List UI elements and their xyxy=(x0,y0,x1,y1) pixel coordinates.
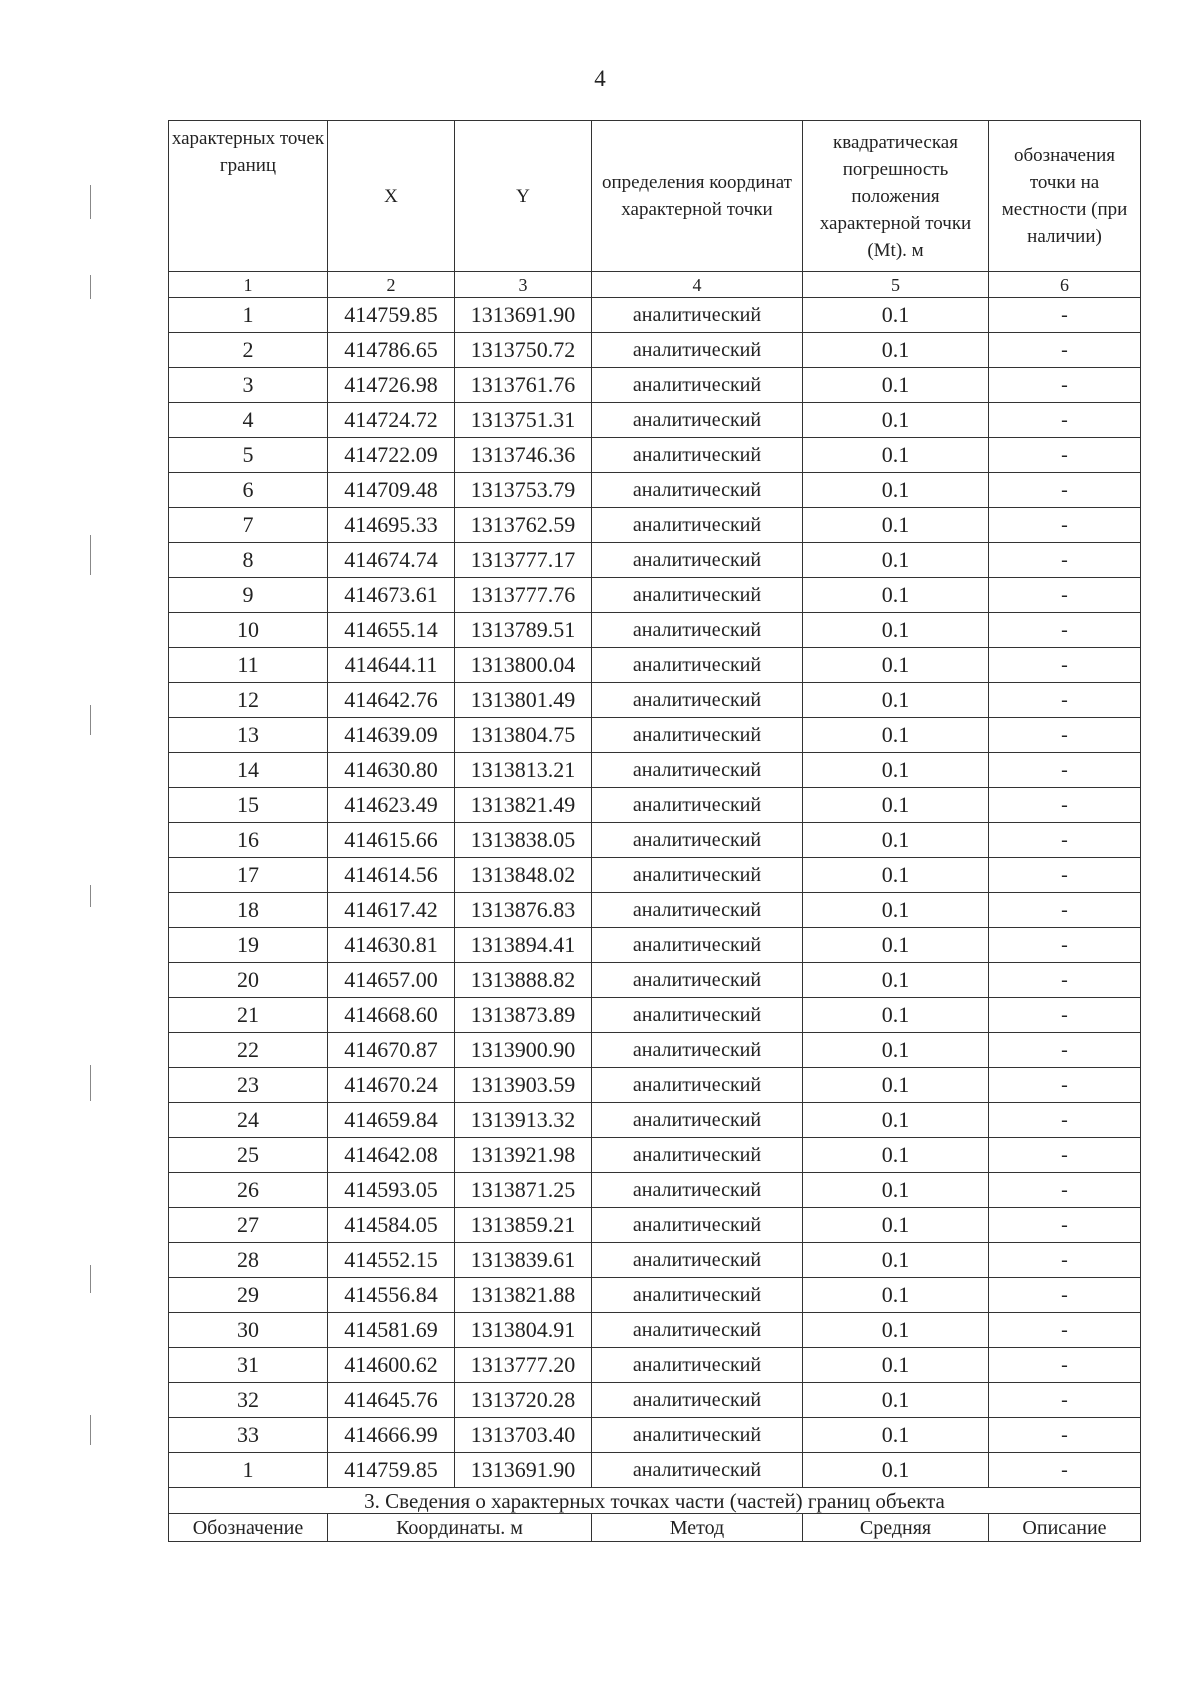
y-coordinate-cell: 1313801.49 xyxy=(455,683,592,718)
y-coordinate-cell: 1313691.90 xyxy=(455,298,592,333)
column-number: 5 xyxy=(803,272,989,298)
y-coordinate-cell: 1313703.40 xyxy=(455,1418,592,1453)
point-number-cell: 10 xyxy=(169,613,328,648)
table-row xyxy=(169,543,1141,578)
accuracy-cell: 0.1 xyxy=(803,1418,989,1453)
table-row xyxy=(169,823,1141,858)
table-row xyxy=(169,1453,1141,1488)
description-cell: - xyxy=(989,1278,1141,1313)
y-coordinate-cell: 1313848.02 xyxy=(455,858,592,893)
table-row xyxy=(169,1418,1141,1453)
accuracy-cell: 0.1 xyxy=(803,438,989,473)
header-accuracy: квадратическая погрешность положения характерной точки (Mt). м xyxy=(803,121,989,272)
accuracy-cell: 0.1 xyxy=(803,998,989,1033)
y-coordinate-cell: 1313839.61 xyxy=(455,1243,592,1278)
y-coordinate-cell: 1313876.83 xyxy=(455,893,592,928)
header-description: обозначения точки на местности (при наличии) xyxy=(989,121,1141,272)
description-cell: - xyxy=(989,1208,1141,1243)
x-coordinate-cell: 414709.48 xyxy=(328,473,455,508)
x-coordinate-cell: 414581.69 xyxy=(328,1313,455,1348)
method-cell: аналитический xyxy=(592,1453,803,1488)
method-cell: аналитический xyxy=(592,368,803,403)
description-cell: - xyxy=(989,1453,1141,1488)
description-cell: - xyxy=(989,998,1141,1033)
table-row xyxy=(169,438,1141,473)
x-coordinate-cell: 414642.08 xyxy=(328,1138,455,1173)
accuracy-cell: 0.1 xyxy=(803,683,989,718)
subheader-designation: Обозначение xyxy=(169,1514,328,1542)
x-coordinate-cell: 414552.15 xyxy=(328,1243,455,1278)
table-row xyxy=(169,1208,1141,1243)
x-coordinate-cell: 414600.62 xyxy=(328,1348,455,1383)
accuracy-cell: 0.1 xyxy=(803,648,989,683)
description-cell: - xyxy=(989,473,1141,508)
point-number-cell: 20 xyxy=(169,963,328,998)
table-row xyxy=(169,1278,1141,1313)
y-coordinate-cell: 1313913.32 xyxy=(455,1103,592,1138)
method-cell: аналитический xyxy=(592,788,803,823)
method-cell: аналитический xyxy=(592,718,803,753)
coordinates-table xyxy=(168,120,1141,1542)
y-coordinate-cell: 1313894.41 xyxy=(455,928,592,963)
y-coordinate-cell: 1313720.28 xyxy=(455,1383,592,1418)
accuracy-cell: 0.1 xyxy=(803,1313,989,1348)
x-coordinate-cell: 414644.11 xyxy=(328,648,455,683)
accuracy-cell: 0.1 xyxy=(803,753,989,788)
point-number-cell: 13 xyxy=(169,718,328,753)
description-cell: - xyxy=(989,1383,1141,1418)
table-row xyxy=(169,998,1141,1033)
x-coordinate-cell: 414584.05 xyxy=(328,1208,455,1243)
accuracy-cell: 0.1 xyxy=(803,858,989,893)
y-coordinate-cell: 1313750.72 xyxy=(455,333,592,368)
accuracy-cell: 0.1 xyxy=(803,578,989,613)
table-body xyxy=(169,298,1141,1488)
subheader-method: Метод xyxy=(592,1514,803,1542)
point-number-cell: 24 xyxy=(169,1103,328,1138)
method-cell: аналитический xyxy=(592,648,803,683)
point-number-cell: 11 xyxy=(169,648,328,683)
accuracy-cell: 0.1 xyxy=(803,613,989,648)
description-cell: - xyxy=(989,1313,1141,1348)
y-coordinate-cell: 1313777.76 xyxy=(455,578,592,613)
x-coordinate-cell: 414726.98 xyxy=(328,368,455,403)
accuracy-cell: 0.1 xyxy=(803,473,989,508)
x-coordinate-cell: 414668.60 xyxy=(328,998,455,1033)
method-cell: аналитический xyxy=(592,403,803,438)
x-coordinate-cell: 414614.56 xyxy=(328,858,455,893)
x-coordinate-cell: 414759.85 xyxy=(328,298,455,333)
accuracy-cell: 0.1 xyxy=(803,963,989,998)
method-cell: аналитический xyxy=(592,858,803,893)
description-cell: - xyxy=(989,893,1141,928)
accuracy-cell: 0.1 xyxy=(803,1103,989,1138)
table-row xyxy=(169,1348,1141,1383)
table-row xyxy=(169,928,1141,963)
y-coordinate-cell: 1313873.89 xyxy=(455,998,592,1033)
point-number-cell: 7 xyxy=(169,508,328,543)
table-row xyxy=(169,508,1141,543)
point-number-cell: 12 xyxy=(169,683,328,718)
table-row xyxy=(169,1138,1141,1173)
method-cell: аналитический xyxy=(592,508,803,543)
point-number-cell: 1 xyxy=(169,1453,328,1488)
x-coordinate-cell: 414593.05 xyxy=(328,1173,455,1208)
method-cell: аналитический xyxy=(592,1383,803,1418)
point-number-cell: 15 xyxy=(169,788,328,823)
method-cell: аналитический xyxy=(592,1243,803,1278)
y-coordinate-cell: 1313900.90 xyxy=(455,1033,592,1068)
description-cell: - xyxy=(989,298,1141,333)
y-coordinate-cell: 1313821.49 xyxy=(455,788,592,823)
method-cell: аналитический xyxy=(592,928,803,963)
page-number: 4 xyxy=(594,66,606,91)
table-row xyxy=(169,473,1141,508)
subheader-mean: Средняя xyxy=(803,1514,989,1542)
table-row xyxy=(169,963,1141,998)
point-number-cell: 9 xyxy=(169,578,328,613)
point-number-cell: 4 xyxy=(169,403,328,438)
table-row xyxy=(169,333,1141,368)
accuracy-cell: 0.1 xyxy=(803,823,989,858)
x-coordinate-cell: 414722.09 xyxy=(328,438,455,473)
description-cell: - xyxy=(989,1138,1141,1173)
accuracy-cell: 0.1 xyxy=(803,1243,989,1278)
accuracy-cell: 0.1 xyxy=(803,1453,989,1488)
section-title-row xyxy=(169,1488,1141,1514)
accuracy-cell: 0.1 xyxy=(803,403,989,438)
description-cell: - xyxy=(989,928,1141,963)
table-row xyxy=(169,1033,1141,1068)
point-number-cell: 5 xyxy=(169,438,328,473)
method-cell: аналитический xyxy=(592,963,803,998)
y-coordinate-cell: 1313921.98 xyxy=(455,1138,592,1173)
table-row xyxy=(169,368,1141,403)
accuracy-cell: 0.1 xyxy=(803,508,989,543)
description-cell: - xyxy=(989,1173,1141,1208)
column-number-row xyxy=(169,272,1141,298)
x-coordinate-cell: 414657.00 xyxy=(328,963,455,998)
method-cell: аналитический xyxy=(592,998,803,1033)
description-cell: - xyxy=(989,1033,1141,1068)
method-cell: аналитический xyxy=(592,333,803,368)
subheader-description: Описание xyxy=(989,1514,1141,1542)
column-number: 2 xyxy=(328,272,455,298)
method-cell: аналитический xyxy=(592,473,803,508)
point-number-cell: 25 xyxy=(169,1138,328,1173)
point-number-cell: 32 xyxy=(169,1383,328,1418)
table-row xyxy=(169,613,1141,648)
method-cell: аналитический xyxy=(592,613,803,648)
table-row xyxy=(169,298,1141,333)
accuracy-cell: 0.1 xyxy=(803,893,989,928)
description-cell: - xyxy=(989,823,1141,858)
accuracy-cell: 0.1 xyxy=(803,1173,989,1208)
y-coordinate-cell: 1313777.17 xyxy=(455,543,592,578)
accuracy-cell: 0.1 xyxy=(803,718,989,753)
table-row xyxy=(169,1173,1141,1208)
description-cell: - xyxy=(989,543,1141,578)
point-number-cell: 1 xyxy=(169,298,328,333)
method-cell: аналитический xyxy=(592,543,803,578)
table-row xyxy=(169,1103,1141,1138)
method-cell: аналитический xyxy=(592,1418,803,1453)
point-number-cell: 14 xyxy=(169,753,328,788)
method-cell: аналитический xyxy=(592,1068,803,1103)
x-coordinate-cell: 414617.42 xyxy=(328,893,455,928)
method-cell: аналитический xyxy=(592,1278,803,1313)
point-number-cell: 16 xyxy=(169,823,328,858)
method-cell: аналитический xyxy=(592,893,803,928)
scan-margin-marks xyxy=(90,185,92,1485)
x-coordinate-cell: 414674.74 xyxy=(328,543,455,578)
x-coordinate-cell: 414639.09 xyxy=(328,718,455,753)
description-cell: - xyxy=(989,1348,1141,1383)
x-coordinate-cell: 414655.14 xyxy=(328,613,455,648)
table-row xyxy=(169,1313,1141,1348)
description-cell: - xyxy=(989,403,1141,438)
column-number: 3 xyxy=(455,272,592,298)
description-cell: - xyxy=(989,368,1141,403)
table-row xyxy=(169,1243,1141,1278)
y-coordinate-cell: 1313838.05 xyxy=(455,823,592,858)
table-row xyxy=(169,1383,1141,1418)
y-coordinate-cell: 1313789.51 xyxy=(455,613,592,648)
accuracy-cell: 0.1 xyxy=(803,333,989,368)
table-row xyxy=(169,648,1141,683)
accuracy-cell: 0.1 xyxy=(803,1278,989,1313)
point-number-cell: 21 xyxy=(169,998,328,1033)
method-cell: аналитический xyxy=(592,1348,803,1383)
description-cell: - xyxy=(989,438,1141,473)
y-coordinate-cell: 1313813.21 xyxy=(455,753,592,788)
x-coordinate-cell: 414695.33 xyxy=(328,508,455,543)
y-coordinate-cell: 1313777.20 xyxy=(455,1348,592,1383)
method-cell: аналитический xyxy=(592,683,803,718)
description-cell: - xyxy=(989,788,1141,823)
method-cell: аналитический xyxy=(592,1173,803,1208)
point-number-cell: 31 xyxy=(169,1348,328,1383)
header-y: Y xyxy=(455,121,592,272)
column-number: 6 xyxy=(989,272,1141,298)
column-number: 1 xyxy=(169,272,328,298)
description-cell: - xyxy=(989,683,1141,718)
y-coordinate-cell: 1313691.90 xyxy=(455,1453,592,1488)
x-coordinate-cell: 414666.99 xyxy=(328,1418,455,1453)
method-cell: аналитический xyxy=(592,753,803,788)
y-coordinate-cell: 1313804.75 xyxy=(455,718,592,753)
section-title: 3. Сведения о характерных точках части (частей) границ объекта xyxy=(169,1488,1141,1514)
subheader-coordinates: Координаты. м xyxy=(328,1514,592,1542)
accuracy-cell: 0.1 xyxy=(803,1033,989,1068)
method-cell: аналитический xyxy=(592,1138,803,1173)
description-cell: - xyxy=(989,963,1141,998)
x-coordinate-cell: 414556.84 xyxy=(328,1278,455,1313)
method-cell: аналитический xyxy=(592,1208,803,1243)
y-coordinate-cell: 1313753.79 xyxy=(455,473,592,508)
header-method: определения координат характерной точки xyxy=(592,121,803,272)
accuracy-cell: 0.1 xyxy=(803,298,989,333)
table-row xyxy=(169,858,1141,893)
x-coordinate-cell: 414670.24 xyxy=(328,1068,455,1103)
accuracy-cell: 0.1 xyxy=(803,788,989,823)
accuracy-cell: 0.1 xyxy=(803,368,989,403)
table-row xyxy=(169,1068,1141,1103)
accuracy-cell: 0.1 xyxy=(803,1208,989,1243)
point-number-cell: 3 xyxy=(169,368,328,403)
x-coordinate-cell: 414724.72 xyxy=(328,403,455,438)
x-coordinate-cell: 414642.76 xyxy=(328,683,455,718)
table-row xyxy=(169,893,1141,928)
x-coordinate-cell: 414659.84 xyxy=(328,1103,455,1138)
description-cell: - xyxy=(989,753,1141,788)
y-coordinate-cell: 1313800.04 xyxy=(455,648,592,683)
header-x: X xyxy=(328,121,455,272)
x-coordinate-cell: 414630.80 xyxy=(328,753,455,788)
description-cell: - xyxy=(989,1243,1141,1278)
point-number-cell: 8 xyxy=(169,543,328,578)
y-coordinate-cell: 1313761.76 xyxy=(455,368,592,403)
y-coordinate-cell: 1313888.82 xyxy=(455,963,592,998)
description-cell: - xyxy=(989,1418,1141,1453)
point-number-cell: 29 xyxy=(169,1278,328,1313)
x-coordinate-cell: 414786.65 xyxy=(328,333,455,368)
description-cell: - xyxy=(989,1103,1141,1138)
point-number-cell: 26 xyxy=(169,1173,328,1208)
point-number-cell: 33 xyxy=(169,1418,328,1453)
table-header xyxy=(169,121,1141,272)
description-cell: - xyxy=(989,578,1141,613)
table-row xyxy=(169,683,1141,718)
table-row xyxy=(169,403,1141,438)
y-coordinate-cell: 1313751.31 xyxy=(455,403,592,438)
x-coordinate-cell: 414615.66 xyxy=(328,823,455,858)
method-cell: аналитический xyxy=(592,823,803,858)
x-coordinate-cell: 414670.87 xyxy=(328,1033,455,1068)
accuracy-cell: 0.1 xyxy=(803,928,989,963)
point-number-cell: 17 xyxy=(169,858,328,893)
y-coordinate-cell: 1313903.59 xyxy=(455,1068,592,1103)
description-cell: - xyxy=(989,333,1141,368)
description-cell: - xyxy=(989,613,1141,648)
table-row xyxy=(169,578,1141,613)
x-coordinate-cell: 414630.81 xyxy=(328,928,455,963)
y-coordinate-cell: 1313762.59 xyxy=(455,508,592,543)
description-cell: - xyxy=(989,858,1141,893)
description-cell: - xyxy=(989,1068,1141,1103)
accuracy-cell: 0.1 xyxy=(803,1348,989,1383)
header-point: характерных точек границ xyxy=(169,121,328,272)
accuracy-cell: 0.1 xyxy=(803,1383,989,1418)
x-coordinate-cell: 414645.76 xyxy=(328,1383,455,1418)
x-coordinate-cell: 414759.85 xyxy=(328,1453,455,1488)
point-number-cell: 19 xyxy=(169,928,328,963)
point-number-cell: 6 xyxy=(169,473,328,508)
method-cell: аналитический xyxy=(592,1033,803,1068)
section-subheader-row xyxy=(169,1514,1141,1542)
point-number-cell: 30 xyxy=(169,1313,328,1348)
point-number-cell: 23 xyxy=(169,1068,328,1103)
table-row xyxy=(169,788,1141,823)
y-coordinate-cell: 1313804.91 xyxy=(455,1313,592,1348)
accuracy-cell: 0.1 xyxy=(803,1138,989,1173)
method-cell: аналитический xyxy=(592,438,803,473)
point-number-cell: 22 xyxy=(169,1033,328,1068)
method-cell: аналитический xyxy=(592,1313,803,1348)
x-coordinate-cell: 414623.49 xyxy=(328,788,455,823)
description-cell: - xyxy=(989,648,1141,683)
method-cell: аналитический xyxy=(592,298,803,333)
y-coordinate-cell: 1313746.36 xyxy=(455,438,592,473)
column-number: 4 xyxy=(592,272,803,298)
accuracy-cell: 0.1 xyxy=(803,543,989,578)
y-coordinate-cell: 1313859.21 xyxy=(455,1208,592,1243)
table-row xyxy=(169,718,1141,753)
method-cell: аналитический xyxy=(592,1103,803,1138)
accuracy-cell: 0.1 xyxy=(803,1068,989,1103)
y-coordinate-cell: 1313821.88 xyxy=(455,1278,592,1313)
point-number-cell: 28 xyxy=(169,1243,328,1278)
method-cell: аналитический xyxy=(592,578,803,613)
description-cell: - xyxy=(989,508,1141,543)
point-number-cell: 2 xyxy=(169,333,328,368)
description-cell: - xyxy=(989,718,1141,753)
point-number-cell: 27 xyxy=(169,1208,328,1243)
x-coordinate-cell: 414673.61 xyxy=(328,578,455,613)
y-coordinate-cell: 1313871.25 xyxy=(455,1173,592,1208)
table-row xyxy=(169,753,1141,788)
point-number-cell: 18 xyxy=(169,893,328,928)
